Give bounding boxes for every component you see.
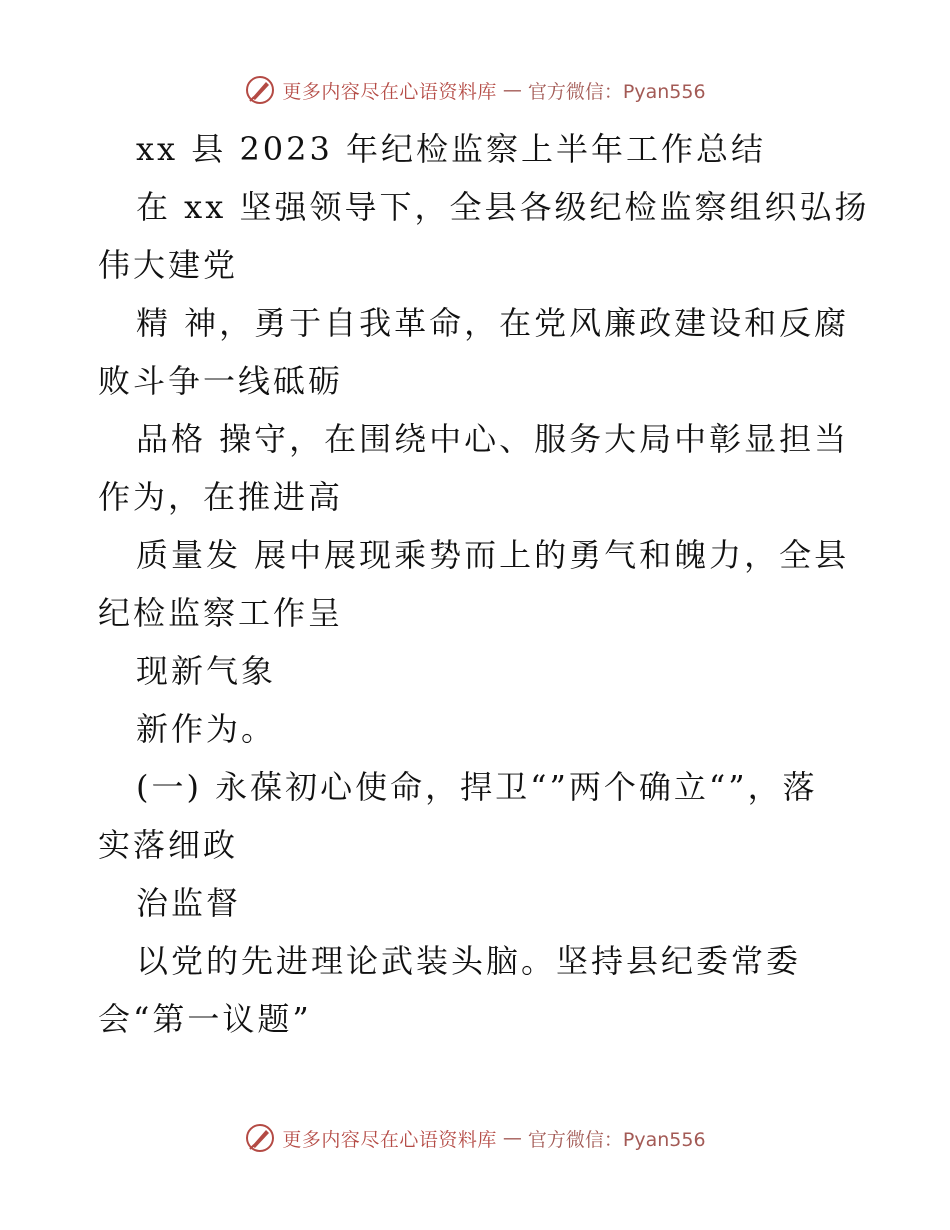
section-heading-line: (一) 永葆初心使命，捍卫“”两个确立“”，落	[136, 768, 818, 806]
paragraph-line: 质量发 展中展现乘势而上的勇气和魄力，全县	[136, 536, 850, 574]
document-body	[98, 120, 870, 1048]
footer-watermark	[0, 1118, 950, 1158]
paragraph-line: 伟大建党	[98, 246, 239, 284]
paragraph-line: 品格 操守，在围绕中心、服务大局中彰显担当	[136, 420, 850, 458]
header-watermark	[0, 70, 950, 110]
paragraph-line: 以党的先进理论武装头脑。坚持县纪委常委	[136, 942, 802, 980]
section-heading-line: 治监督	[136, 884, 242, 922]
watermark-main-text: 更多内容尽在心语资料库	[282, 80, 497, 103]
paragraph-line: 作为，在推进高	[98, 478, 344, 516]
watermark-separator: —	[502, 79, 522, 101]
watermark-sub-text: 官方微信：Pyan556	[527, 80, 706, 103]
paragraph-line: 败斗争一线砥砺	[98, 362, 344, 400]
document-title: xx 县 2023 年纪检监察上半年工作总结	[136, 130, 767, 168]
watermark-sub-text: 官方微信：Pyan556	[527, 1128, 706, 1151]
quill-seal-icon	[244, 74, 276, 106]
paragraph-line: 新作为。	[136, 710, 277, 748]
watermark-separator: —	[502, 1127, 522, 1149]
paragraph-line: 会“第一议题”	[98, 1000, 312, 1038]
paragraph-line: 精 神，勇于自我革命，在党风廉政建设和反腐	[136, 304, 850, 342]
paragraph-line: 现新气象	[136, 652, 277, 690]
section-heading-line: 实落细政	[98, 826, 239, 864]
paragraph-line: 纪检监察工作呈	[98, 594, 344, 632]
quill-seal-icon	[244, 1122, 276, 1154]
paragraph-line: 在 xx 坚强领导下，全县各级纪检监察组织弘扬	[136, 188, 870, 226]
watermark-main-text: 更多内容尽在心语资料库	[282, 1128, 497, 1151]
